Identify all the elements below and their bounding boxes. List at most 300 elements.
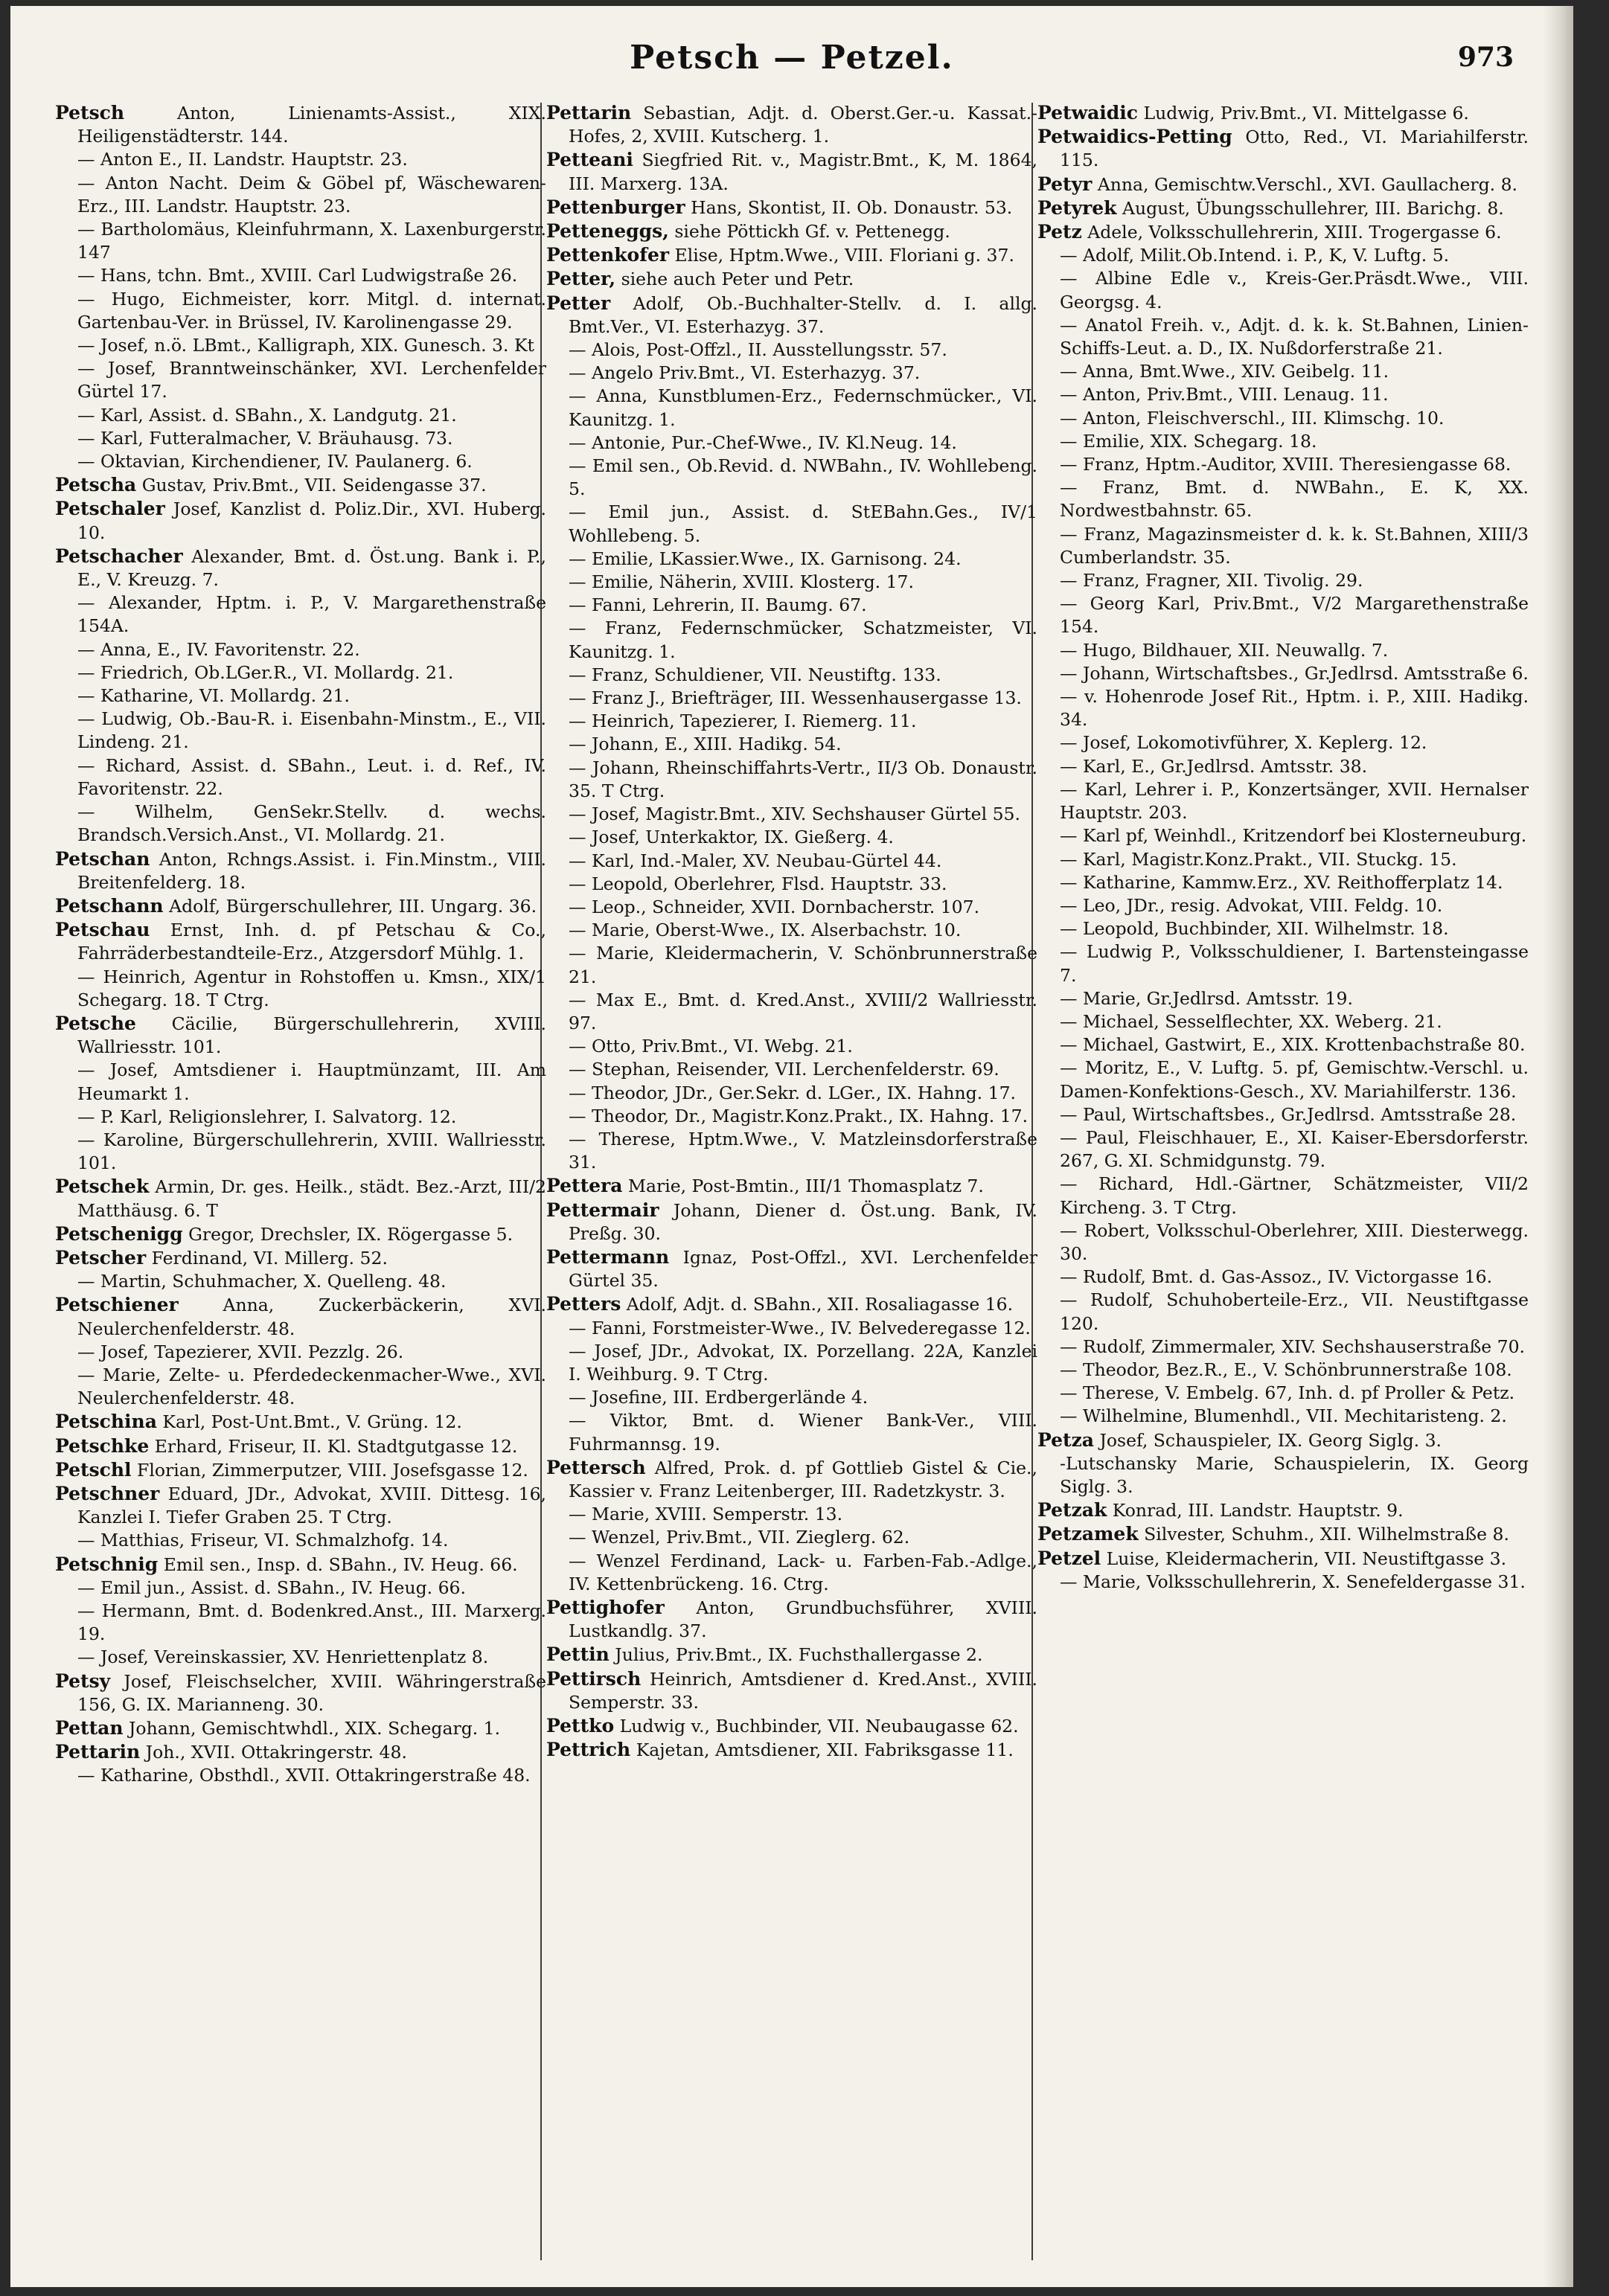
entry-details: — Moritz, E., V. Luftg. 5. pf, Gemischtw.-Verschl. u. Damen-Konfektions-Gesch., XV. Mariahilferstr. 136.	[1060, 1057, 1529, 1102]
entry-details: — Katharine, VI. Mollardg. 21.	[77, 685, 350, 707]
directory-entry	[1037, 917, 1529, 940]
entry-details: Siegfried Rit. v., Magistr.Bmt., K, M. 1864, III. Marxerg. 13A.	[569, 150, 1037, 194]
directory-entry	[55, 1600, 546, 1646]
entry-details: Erhard, Friseur, II. Kl. Stadtgutgasse 12.	[154, 1435, 518, 1457]
directory-entry	[1037, 314, 1529, 360]
directory-entry	[55, 101, 546, 148]
directory-entry	[1037, 639, 1529, 662]
entry-surname: Pettin	[546, 1644, 610, 1666]
entry-details: Heinrich, Amtsdiener d. Kred.Anst., XVIII. Semperstr. 33.	[569, 1668, 1037, 1713]
entry-surname: Petzel	[1037, 1547, 1101, 1569]
entry-details: — Karl, Magistr.Konz.Prakt., VII. Stuckg. 15.	[1060, 848, 1457, 870]
directory-entry	[1037, 1428, 1529, 1452]
entry-details: — Rudolf, Zimmermaler, XIV. Sechshauserstraße 70.	[1060, 1335, 1526, 1357]
entry-details: Josef, Kanzlist d. Poliz.Dir., XVI. Huberg. 10.	[77, 498, 546, 543]
entry-surname: Petwaidic	[1037, 102, 1138, 124]
entry-details: — Franz, Hptm.-Auditor, XVIII. Theresiengasse 68.	[1060, 454, 1512, 475]
entry-details: — Emilie, LKassier.Wwe., IX. Garnisong. 24.	[569, 548, 962, 569]
entry-details: — Karl, Futteralmacher, V. Bräuhausg. 73.	[77, 427, 453, 449]
entry-details: Luise, Kleidermacherin, VII. Neustiftgasse 3.	[1106, 1548, 1507, 1569]
entry-details: — Emilie, XIX. Schegarg. 18.	[1060, 430, 1317, 452]
directory-entry	[1037, 125, 1529, 172]
entry-details: Joh., XVII. Ottakringerstr. 48.	[145, 1742, 407, 1763]
entry-details: — Robert, Volksschul-Oberlehrer, XIII. Diesterwegg. 30.	[1060, 1219, 1529, 1264]
directory-entry	[55, 1012, 546, 1059]
directory-entry	[55, 1175, 546, 1222]
directory-entry	[1037, 244, 1529, 267]
entry-details: Otto, Red., VI. Mariahilferstr. 115.	[1060, 126, 1529, 171]
directory-entry	[55, 172, 546, 218]
directory-entry	[546, 219, 1037, 243]
directory-entry	[546, 571, 1037, 594]
entry-details: — Marie, Volksschullehrerin, X. Senefeldergasse 31.	[1060, 1571, 1526, 1592]
column-3	[1037, 101, 1529, 2274]
entry-details: — Theodor, Bez.R., E., V. Schönbrunnerstraße 108.	[1060, 1359, 1512, 1380]
entry-surname: Pettenkofer	[546, 244, 670, 266]
directory-entry	[546, 385, 1037, 431]
entry-surname: Pettan	[55, 1717, 124, 1739]
entry-details: Alexander, Bmt. d. Öst.ung. Bank i. P., E., V. Kreuzg. 7.	[77, 545, 546, 591]
entry-details: — Rudolf, Schuhoberteile-Erz., VII. Neustiftgasse 120.	[1060, 1289, 1529, 1334]
entry-details: Ignaz, Post-Offzl., XVI. Lerchenfelder Gürtel 35.	[569, 1246, 1037, 1292]
entry-details: — Matthias, Friseur, VI. Schmalzhofg. 14.	[77, 1530, 449, 1551]
directory-entry	[1037, 569, 1529, 592]
directory-entry	[1037, 731, 1529, 754]
directory-entry	[546, 1503, 1037, 1526]
entry-details: — Viktor, Bmt. d. Wiener Bank-Ver., VIII. Fuhrmannsg. 19.	[569, 1410, 1037, 1455]
entry-surname: Petschner	[55, 1482, 160, 1504]
entry-details: Ludwig, Priv.Bmt., VI. Mittelgasse 6.	[1143, 103, 1469, 124]
entry-details: — Anton E., II. Landstr. Hauptstr. 23.	[77, 149, 408, 170]
entry-details: — Josef, Unterkaktor, IX. Gießerg. 4.	[569, 827, 894, 848]
entry-details: — Marie, XVIII. Semperstr. 13.	[569, 1504, 843, 1525]
entry-surname: Pettko	[546, 1715, 615, 1737]
directory-entry	[55, 1222, 546, 1246]
directory-entry	[546, 1035, 1037, 1058]
entry-details: — Josefine, III. Erdbergerlände 4.	[569, 1387, 869, 1408]
entry-details: — Marie, Zelte- u. Pferdedeckenmacher-Wwe., XVI. Neulerchenfelderstr. 48.	[77, 1364, 546, 1409]
entry-details: — Leop., Schneider, XVII. Dornbacherstr. 107.	[569, 896, 980, 917]
directory-entry	[55, 1670, 546, 1716]
entry-details: — Josef, n.ö. LBmt., Kalligraph, XIX. Gunesch. 3. Kt	[77, 335, 534, 356]
entry-surname: Petschan	[55, 847, 150, 870]
directory-entry	[55, 404, 546, 427]
directory-entry	[1037, 1126, 1529, 1173]
directory-entry	[1037, 1010, 1529, 1033]
entry-details: -Lutschansky Marie, Schauspielerin, IX. Georg Siglg. 3.	[1060, 1452, 1529, 1497]
entry-details: — Josef, Magistr.Bmt., XIV. Sechshauser Gürtel 55.	[569, 804, 1020, 825]
entry-details: — Michael, Gastwirt, E., XIX. Krottenbachstraße 80.	[1060, 1034, 1526, 1056]
entry-surname: Petschina	[55, 1411, 157, 1433]
directory-entry	[546, 873, 1037, 896]
directory-entry	[546, 1386, 1037, 1409]
directory-entry	[1037, 685, 1529, 731]
directory-entry	[1037, 940, 1529, 987]
entry-details: — Karl, Assist. d. SBahn., X. Landgutg. 21.	[77, 404, 457, 426]
entry-details: — Leopold, Oberlehrer, Flsd. Hauptstr. 33.	[569, 873, 947, 894]
entry-details: — Ludwig P., Volksschuldiener, I. Bartensteingasse 7.	[1060, 941, 1529, 986]
directory-entry	[1037, 778, 1529, 824]
directory-entry	[1037, 1571, 1529, 1594]
entry-details: — Hugo, Bildhauer, XII. Neuwallg. 7.	[1060, 639, 1389, 661]
entry-details: Karl, Post-Unt.Bmt., V. Grüng. 12.	[162, 1411, 462, 1433]
entry-details: — Oktavian, Kirchendiener, IV. Paulanerg. 6.	[77, 451, 473, 472]
directory-entry	[1037, 1405, 1529, 1428]
directory-entry	[55, 497, 546, 544]
directory-entry	[546, 362, 1037, 385]
entry-details: — Wilhelm, GenSekr.Stellv. d. wechs. Brandsch.Versich.Anst., VI. Mollardg. 21.	[77, 801, 546, 846]
entry-details: — Ludwig, Ob.-Bau-R. i. Eisenbahn-Minstm., E., VII. Lindeng. 21.	[77, 708, 546, 753]
entry-details: Anna, Zuckerbäckerin, XVI. Neulerchenfelderstr. 48.	[77, 1295, 546, 1339]
entry-surname: Petzamek	[1037, 1523, 1139, 1545]
entry-details: siehe auch Peter und Petr.	[621, 269, 854, 290]
directory-entry	[546, 1199, 1037, 1245]
entry-surname: Petscha	[55, 474, 137, 496]
directory-entry	[546, 594, 1037, 617]
directory-entry	[546, 292, 1037, 339]
entry-surname: Petschek	[55, 1176, 150, 1198]
entry-details: — Franz, Fragner, XII. Tivolig. 29.	[1060, 570, 1363, 591]
directory-entry	[546, 243, 1037, 267]
entry-surname: Petschaler	[55, 498, 165, 520]
entry-surname: Pettermann	[546, 1245, 670, 1268]
entry-details: — Anatol Freih. v., Adjt. d. k. k. St.Bahnen, Linien-Schiffs-Leut. a. D., IX. Nußdorferstraße 21.	[1060, 314, 1529, 359]
directory-entry	[55, 1740, 546, 1764]
directory-entry	[1037, 407, 1529, 430]
directory-entry	[546, 803, 1037, 826]
entry-details: Adele, Volksschullehrerin, XIII. Trogergasse 6.	[1087, 222, 1502, 243]
entry-details: — Paul, Wirtschaftsbes., Gr.Jedlrsd. Amtsstraße 28.	[1060, 1103, 1517, 1125]
entry-surname: Petter	[546, 292, 611, 314]
directory-entry	[546, 942, 1037, 988]
directory-entry	[1037, 430, 1529, 453]
directory-entry	[546, 710, 1037, 733]
entry-details: Ferdinand, VI. Millerg. 52.	[151, 1247, 388, 1269]
entry-details: Adolf, Adjt. d. SBahn., XII. Rosaliagasse 16.	[626, 1294, 1014, 1315]
entry-details: Silvester, Schuhm., XII. Wilhelmstraße 8.	[1144, 1524, 1509, 1545]
entry-details: Elise, Hptm.Wwe., VIII. Floriani g. 37.	[674, 245, 1014, 266]
directory-entry	[55, 1716, 546, 1740]
entry-details: Cäcilie, Bürgerschullehrerin, XVIII. Wallriesstr. 101.	[77, 1013, 546, 1058]
entry-details: — Josef, Branntweinschänker, XVI. Lerchenfelder Gürtel 17.	[77, 358, 546, 403]
directory-entry	[55, 264, 546, 287]
directory-entry	[55, 754, 546, 801]
entry-details: — Josef, Tapezierer, XVII. Pezzlg. 26.	[77, 1341, 404, 1362]
directory-entry	[55, 1293, 546, 1340]
directory-entry	[55, 847, 546, 894]
directory-entry	[55, 894, 546, 918]
entry-details: — Adolf, Milit.Ob.Intend. i. P., K, V. Luftg. 5.	[1060, 245, 1450, 266]
entry-details: Sebastian, Adjt. d. Oberst.Ger.-u. Kassat.-Hofes, 2, XVIII. Kutscherg. 1.	[569, 103, 1037, 147]
entry-details: — Fanni, Lehrerin, II. Baumg. 67.	[569, 594, 867, 616]
directory-entry	[1037, 824, 1529, 847]
directory-entry	[55, 148, 546, 171]
directory-entry	[55, 1434, 546, 1458]
entry-surname: Petza	[1037, 1428, 1094, 1451]
directory-entry	[546, 1292, 1037, 1316]
directory-entry	[1037, 476, 1529, 522]
entry-surname: Petsch	[55, 102, 125, 124]
entry-details: — Wenzel Ferdinand, Lack- u. Farben-Fab.-Adlge., IV. Kettenbrückeng. 16. Ctrg.	[569, 1550, 1037, 1594]
entry-details: — Georg Karl, Priv.Bmt., V/2 Margarethenstraße 154.	[1060, 593, 1529, 638]
entry-details: — Bartholomäus, Kleinfuhrmann, X. Laxenburgerstr. 147	[77, 219, 546, 263]
directory-entry	[546, 196, 1037, 219]
entry-details: — Friedrich, Ob.LGer.R., VI. Mollardg. 21.	[77, 661, 454, 683]
entry-surname: Pettenburger	[546, 196, 685, 218]
directory-entry	[1037, 592, 1529, 638]
directory-entry	[1037, 1547, 1529, 1571]
entry-details: — Richard, Assist. d. SBahn., Leut. i. d. Ref., IV. Favoritenstr. 22.	[77, 754, 546, 799]
entry-details: — Emil jun., Assist. d. SBahn., IV. Heug. 66.	[77, 1577, 466, 1598]
directory-entry	[55, 661, 546, 684]
entry-details: — Emil jun., Assist. d. StEBahn.Ges., IV/1 Wohllebeng. 5.	[569, 501, 1037, 546]
entry-surname: Petschke	[55, 1434, 150, 1457]
entry-details: — Leo, JDr., resig. Advokat, VIII. Feldg. 10.	[1060, 894, 1443, 916]
entry-surname: Pettersch	[546, 1456, 646, 1478]
directory-entry	[1037, 894, 1529, 917]
entry-details: — Alois, Post-Offzl., II. Ausstellungsstr. 57.	[569, 339, 947, 361]
column-2	[546, 101, 1037, 2274]
entry-details: — Katharine, Obsthdl., XVII. Ottakringerstraße 48.	[77, 1765, 531, 1786]
directory-entry	[546, 267, 1037, 291]
entry-surname: Petyrek	[1037, 196, 1117, 219]
entry-details: — Theodor, JDr., Ger.Sekr. d. LGer., IX. Hahng. 17.	[569, 1082, 1016, 1103]
directory-entry	[55, 1529, 546, 1552]
entry-details: — Marie, Gr.Jedlrsd. Amtsstr. 19.	[1060, 987, 1353, 1009]
directory-entry	[1037, 871, 1529, 894]
entry-details: — Marie, Oberst-Wwe., IX. Alserbachstr. 10.	[569, 920, 962, 941]
directory-entry	[546, 1550, 1037, 1596]
entry-details: Johann, Diener d. Öst.ung. Bank, IV. Preßg. 30.	[569, 1199, 1037, 1244]
entry-details: Anton, Grundbuchsführer, XVIII. Lustkandlg. 37.	[569, 1597, 1037, 1642]
directory-entry	[55, 1646, 546, 1669]
directory-entry	[1037, 196, 1529, 220]
entry-surname: Pettighofer	[546, 1597, 665, 1618]
entry-details: — Karl, E., Gr.Jedlrsd. Amtsstr. 38.	[1060, 755, 1368, 777]
directory-entry	[546, 1456, 1037, 1503]
directory-entry	[546, 919, 1037, 942]
directory-entry	[1037, 101, 1529, 125]
entry-details: — P. Karl, Religionslehrer, I. Salvatorg. 12.	[77, 1106, 457, 1127]
entry-details: — Anna, E., IV. Favoritenstr. 22.	[77, 638, 360, 660]
entry-details: — Johann, Wirtschaftsbes., Gr.Jedlrsd. Amtsstraße 6.	[1060, 662, 1529, 684]
entry-details: — Richard, Hdl.-Gärtner, Schätzmeister, VII/2 Kircheng. 3. T Ctrg.	[1060, 1173, 1529, 1218]
directory-entry	[55, 1129, 546, 1175]
entry-surname: Petzak	[1037, 1499, 1107, 1521]
entry-details: Kajetan, Amtsdiener, XII. Fabriksgasse 11.	[636, 1739, 1014, 1761]
directory-entry	[546, 1245, 1037, 1292]
entry-details: — Michael, Sesselflechter, XX. Weberg. 21.	[1060, 1010, 1442, 1032]
directory-entry	[1037, 1522, 1529, 1546]
directory-entry	[1037, 1266, 1529, 1289]
entry-details: Florian, Zimmerputzer, VIII. Josefsgasse 12.	[137, 1459, 528, 1481]
directory-entry	[55, 427, 546, 450]
directory-entry	[55, 1270, 546, 1293]
entry-details: — Hermann, Bmt. d. Bodenkred.Anst., III. Marxerg. 19.	[77, 1600, 546, 1645]
entry-details: Hans, Skontist, II. Ob. Donaustr. 53.	[691, 196, 1013, 218]
directory-entry	[546, 501, 1037, 547]
directory-entry	[546, 664, 1037, 687]
entry-details: Josef, Fleischselcher, XVIII. Währingerstraße 156, G. IX. Marianneng. 30.	[77, 1670, 546, 1715]
entry-surname: Petschiener	[55, 1294, 179, 1316]
entry-details: — Antonie, Pur.-Chef-Wwe., IV. Kl.Neug. 14.	[569, 432, 957, 453]
entry-details: — Johann, E., XIII. Hadikg. 54.	[569, 734, 842, 755]
entry-details: — Marie, Kleidermacherin, V. Schönbrunnerstraße 21.	[569, 943, 1037, 987]
entry-surname: Petsy	[55, 1670, 111, 1692]
entry-details: — Karoline, Bürgerschullehrerin, XVIII. Wallriesstr. 101.	[77, 1129, 546, 1174]
directory-entry	[55, 1410, 546, 1434]
entry-details: Ludwig v., Buchbinder, VII. Neubaugasse 62.	[619, 1716, 1019, 1737]
directory-entry	[546, 1596, 1037, 1643]
entry-surname: Petwaidics-Petting	[1037, 126, 1232, 148]
entry-details: — Theodor, Dr., Magistr.Konz.Prakt., IX. Hahng. 17.	[569, 1105, 1029, 1126]
entry-surname: Petters	[546, 1293, 621, 1315]
entry-details: — Hans, tchn. Bmt., XVIII. Carl Ludwigstraße 26.	[77, 265, 518, 286]
directory-entry	[55, 591, 546, 638]
book-spine-shadow	[1544, 6, 1573, 2287]
entry-details: Eduard, JDr., Advokat, XVIII. Dittesg. 16, Kanzlei I. Tiefer Graben 25. T Ctrg.	[77, 1483, 546, 1528]
directory-entry	[55, 218, 546, 264]
entry-surname: Petschacher	[55, 545, 183, 567]
entry-details: Ernst, Inh. d. pf Petschau & Co., Fahrräderbestandteile-Erz., Atzgersdorf Mühlg. 1.	[77, 920, 546, 964]
directory-entry	[1037, 1103, 1529, 1126]
entry-details: — Heinrich, Agentur in Rohstoffen u. Kmsn., XIX/1 Schegarg. 18. T Ctrg.	[77, 966, 546, 1010]
directory-entry	[55, 288, 546, 334]
directory-entry	[546, 1105, 1037, 1128]
directory-entry	[1037, 1359, 1529, 1382]
entry-details: Marie, Post-Bmtin., III/1 Thomasplatz 7.	[627, 1176, 984, 1197]
directory-entry	[546, 455, 1037, 501]
entry-details: — Johann, Rheinschiffahrts-Vertr., II/3 Ob. Donaustr. 35. T Ctrg.	[569, 757, 1037, 801]
entry-details: — Anna, Bmt.Wwe., XIV. Geibelg. 11.	[1060, 361, 1389, 382]
entry-details: — Alexander, Hptm. i. P., V. Margarethenstraße 154A.	[77, 592, 546, 637]
directory-entry	[55, 473, 546, 497]
entry-details: Gustav, Priv.Bmt., VII. Seidengasse 37.	[141, 475, 487, 496]
entry-details: — Stephan, Reisender, VII. Lerchenfelderstr. 69.	[569, 1059, 999, 1080]
entry-details: — Anna, Kunstblumen-Erz., Federnschmücker., VI. Kaunitzg. 1.	[569, 385, 1037, 430]
entry-details: — Franz, Bmt. d. NWBahn., E. K, XX. Nordwestbahnstr. 65.	[1060, 477, 1529, 522]
entry-details: — v. Hohenrode Josef Rit., Hptm. i. P., XIII. Hadikg. 34.	[1060, 686, 1529, 731]
directory-entry	[55, 1553, 546, 1577]
directory-entry	[546, 1667, 1037, 1714]
directory-entry	[546, 1082, 1037, 1105]
directory-entry	[546, 148, 1037, 195]
entry-details: — Emilie, Näherin, XVIII. Klosterg. 17.	[569, 571, 914, 593]
entry-details: Josef, Schauspieler, IX. Georg Siglg. 3.	[1099, 1429, 1442, 1451]
directory-entry	[55, 708, 546, 754]
directory-entry	[1037, 220, 1529, 244]
entry-details: Adolf, Ob.-Buchhalter-Stellv. d. I. allg. Bmt.Ver., VI. Esterhazyg. 37.	[569, 292, 1037, 337]
directory-entry	[55, 1482, 546, 1529]
directory-entry	[1037, 1056, 1529, 1103]
directory-entry	[55, 1246, 546, 1270]
entry-details: — Angelo Priv.Bmt., VI. Esterhazyg. 37.	[569, 362, 921, 384]
directory-entry	[546, 1526, 1037, 1549]
directory-entry	[55, 801, 546, 847]
entry-details: — Anton Nacht. Deim & Göbel pf, Wäschewaren-Erz., III. Landstr. Hauptstr. 23.	[77, 172, 546, 217]
entry-details: — Anton, Fleischverschl., III. Klimschg. 10.	[1060, 407, 1445, 429]
directory-entry	[546, 1128, 1037, 1174]
directory-entry	[55, 1341, 546, 1364]
directory-entry	[1037, 662, 1529, 685]
entry-details: — Katharine, Kammw.Erz., XV. Reithofferplatz 14.	[1060, 871, 1503, 893]
entry-surname: Pettarin	[55, 1741, 141, 1763]
directory-entry	[1037, 987, 1529, 1010]
directory-entry	[1037, 1452, 1529, 1498]
entry-surname: Petscher	[55, 1246, 147, 1269]
directory-entry	[546, 757, 1037, 803]
directory-entry	[546, 1174, 1037, 1198]
entry-details: — Rudolf, Bmt. d. Gas-Assoz., IV. Victorgasse 16.	[1060, 1266, 1493, 1288]
page-header	[10, 39, 1573, 91]
entry-details: — Anton, Priv.Bmt., VIII. Lenaug. 11.	[1060, 384, 1389, 405]
directory-entry	[55, 1577, 546, 1600]
directory-entry	[546, 1317, 1037, 1340]
entry-surname: Petschl	[55, 1458, 132, 1481]
directory-entry	[546, 432, 1037, 455]
directory-entry	[1037, 1173, 1529, 1219]
directory-entry	[55, 684, 546, 708]
entry-details: — Albine Edle v., Kreis-Ger.Präsdt.Wwe., VIII. Georgsg. 4.	[1060, 268, 1529, 312]
running-head: Petsch — Petzel.	[630, 39, 954, 77]
directory-entry	[1037, 267, 1529, 313]
entry-details: Armin, Dr. ges. Heilk., städt. Bez.-Arzt, III/2 Matthäusg. 6. T	[77, 1176, 546, 1221]
entry-surname: Pettera	[546, 1175, 623, 1197]
entry-details: Johann, Gemischtwhdl., XIX. Schegarg. 1.	[129, 1718, 501, 1739]
entry-surname: Petz	[1037, 221, 1082, 243]
directory-entry	[546, 826, 1037, 849]
entry-details: Anna, Gemischtw.Verschl., XVI. Gaullacherg. 8.	[1097, 173, 1517, 195]
directory-entry	[546, 1714, 1037, 1738]
entry-surname: Petschnig	[55, 1553, 159, 1575]
entry-details: — Paul, Fleischhauer, E., XI. Kaiser-Ebersdorferstr. 267, G. XI. Schmidgunstg. 79.	[1060, 1126, 1529, 1172]
directory-entry	[55, 545, 546, 591]
entry-details: — Josef, Lokomotivführer, X. Keplerg. 12.	[1060, 732, 1427, 754]
entry-surname: Petsche	[55, 1012, 136, 1034]
directory-entry	[546, 896, 1037, 919]
directory-entry	[1037, 173, 1529, 196]
entry-details: — Josef, JDr., Advokat, IX. Porzellang. 22A, Kanzlei I. Weihburg. 9. T Ctrg.	[569, 1340, 1037, 1385]
entry-details: — Josef, Vereinskassier, XV. Henriettenplatz 8.	[77, 1646, 489, 1668]
entry-surname: Petter,	[546, 268, 616, 290]
entry-details: Adolf, Bürgerschullehrer, III. Ungarg. 36.	[169, 895, 537, 917]
entry-surname: Petschenigg	[55, 1222, 183, 1245]
directory-entry	[55, 1458, 546, 1482]
entry-details: Gregor, Drechsler, IX. Rögergasse 5.	[188, 1223, 514, 1245]
directory-entry	[55, 1764, 546, 1787]
directory-entry	[546, 1058, 1037, 1081]
entry-details: Anton, Linienamts-Assist., XIX. Heiligenstädterstr. 144.	[77, 103, 546, 147]
directory-entry	[546, 339, 1037, 362]
directory-entry	[1037, 755, 1529, 778]
entry-details: Julius, Priv.Bmt., IX. Fuchsthallergasse 2.	[615, 1644, 983, 1666]
entry-details: — Heinrich, Tapezierer, I. Riemerg. 11.	[569, 711, 917, 732]
entry-surname: Petschann	[55, 894, 164, 917]
entry-details: — Leopold, Buchbinder, XII. Wilhelmstr. 18.	[1060, 918, 1449, 940]
entry-details: — Hugo, Eichmeister, korr. Mitgl. d. internat. Gartenbau-Ver. in Brüssel, IV. Karolinengasse 29.	[77, 288, 546, 333]
directory-entry	[546, 1340, 1037, 1386]
directory-entry	[546, 687, 1037, 710]
directory-entry	[1037, 1382, 1529, 1405]
entry-details: — Martin, Schuhmacher, X. Quelleng. 48.	[77, 1271, 447, 1292]
entry-details: — Franz J., Briefträger, III. Wessenhausergasse 13.	[569, 687, 1022, 709]
entry-details: — Karl pf, Weinhdl., Kritzendorf bei Klosterneuburg.	[1060, 825, 1527, 847]
directory-entry	[1037, 383, 1529, 406]
directory-entry	[55, 334, 546, 357]
entry-details: — Franz, Schuldiener, VII. Neustiftg. 133.	[569, 664, 941, 685]
entry-details: — Karl, Lehrer i. P., Konzertsänger, XVII. Hernalser Hauptstr. 203.	[1060, 778, 1529, 824]
directory-page	[10, 6, 1573, 2287]
